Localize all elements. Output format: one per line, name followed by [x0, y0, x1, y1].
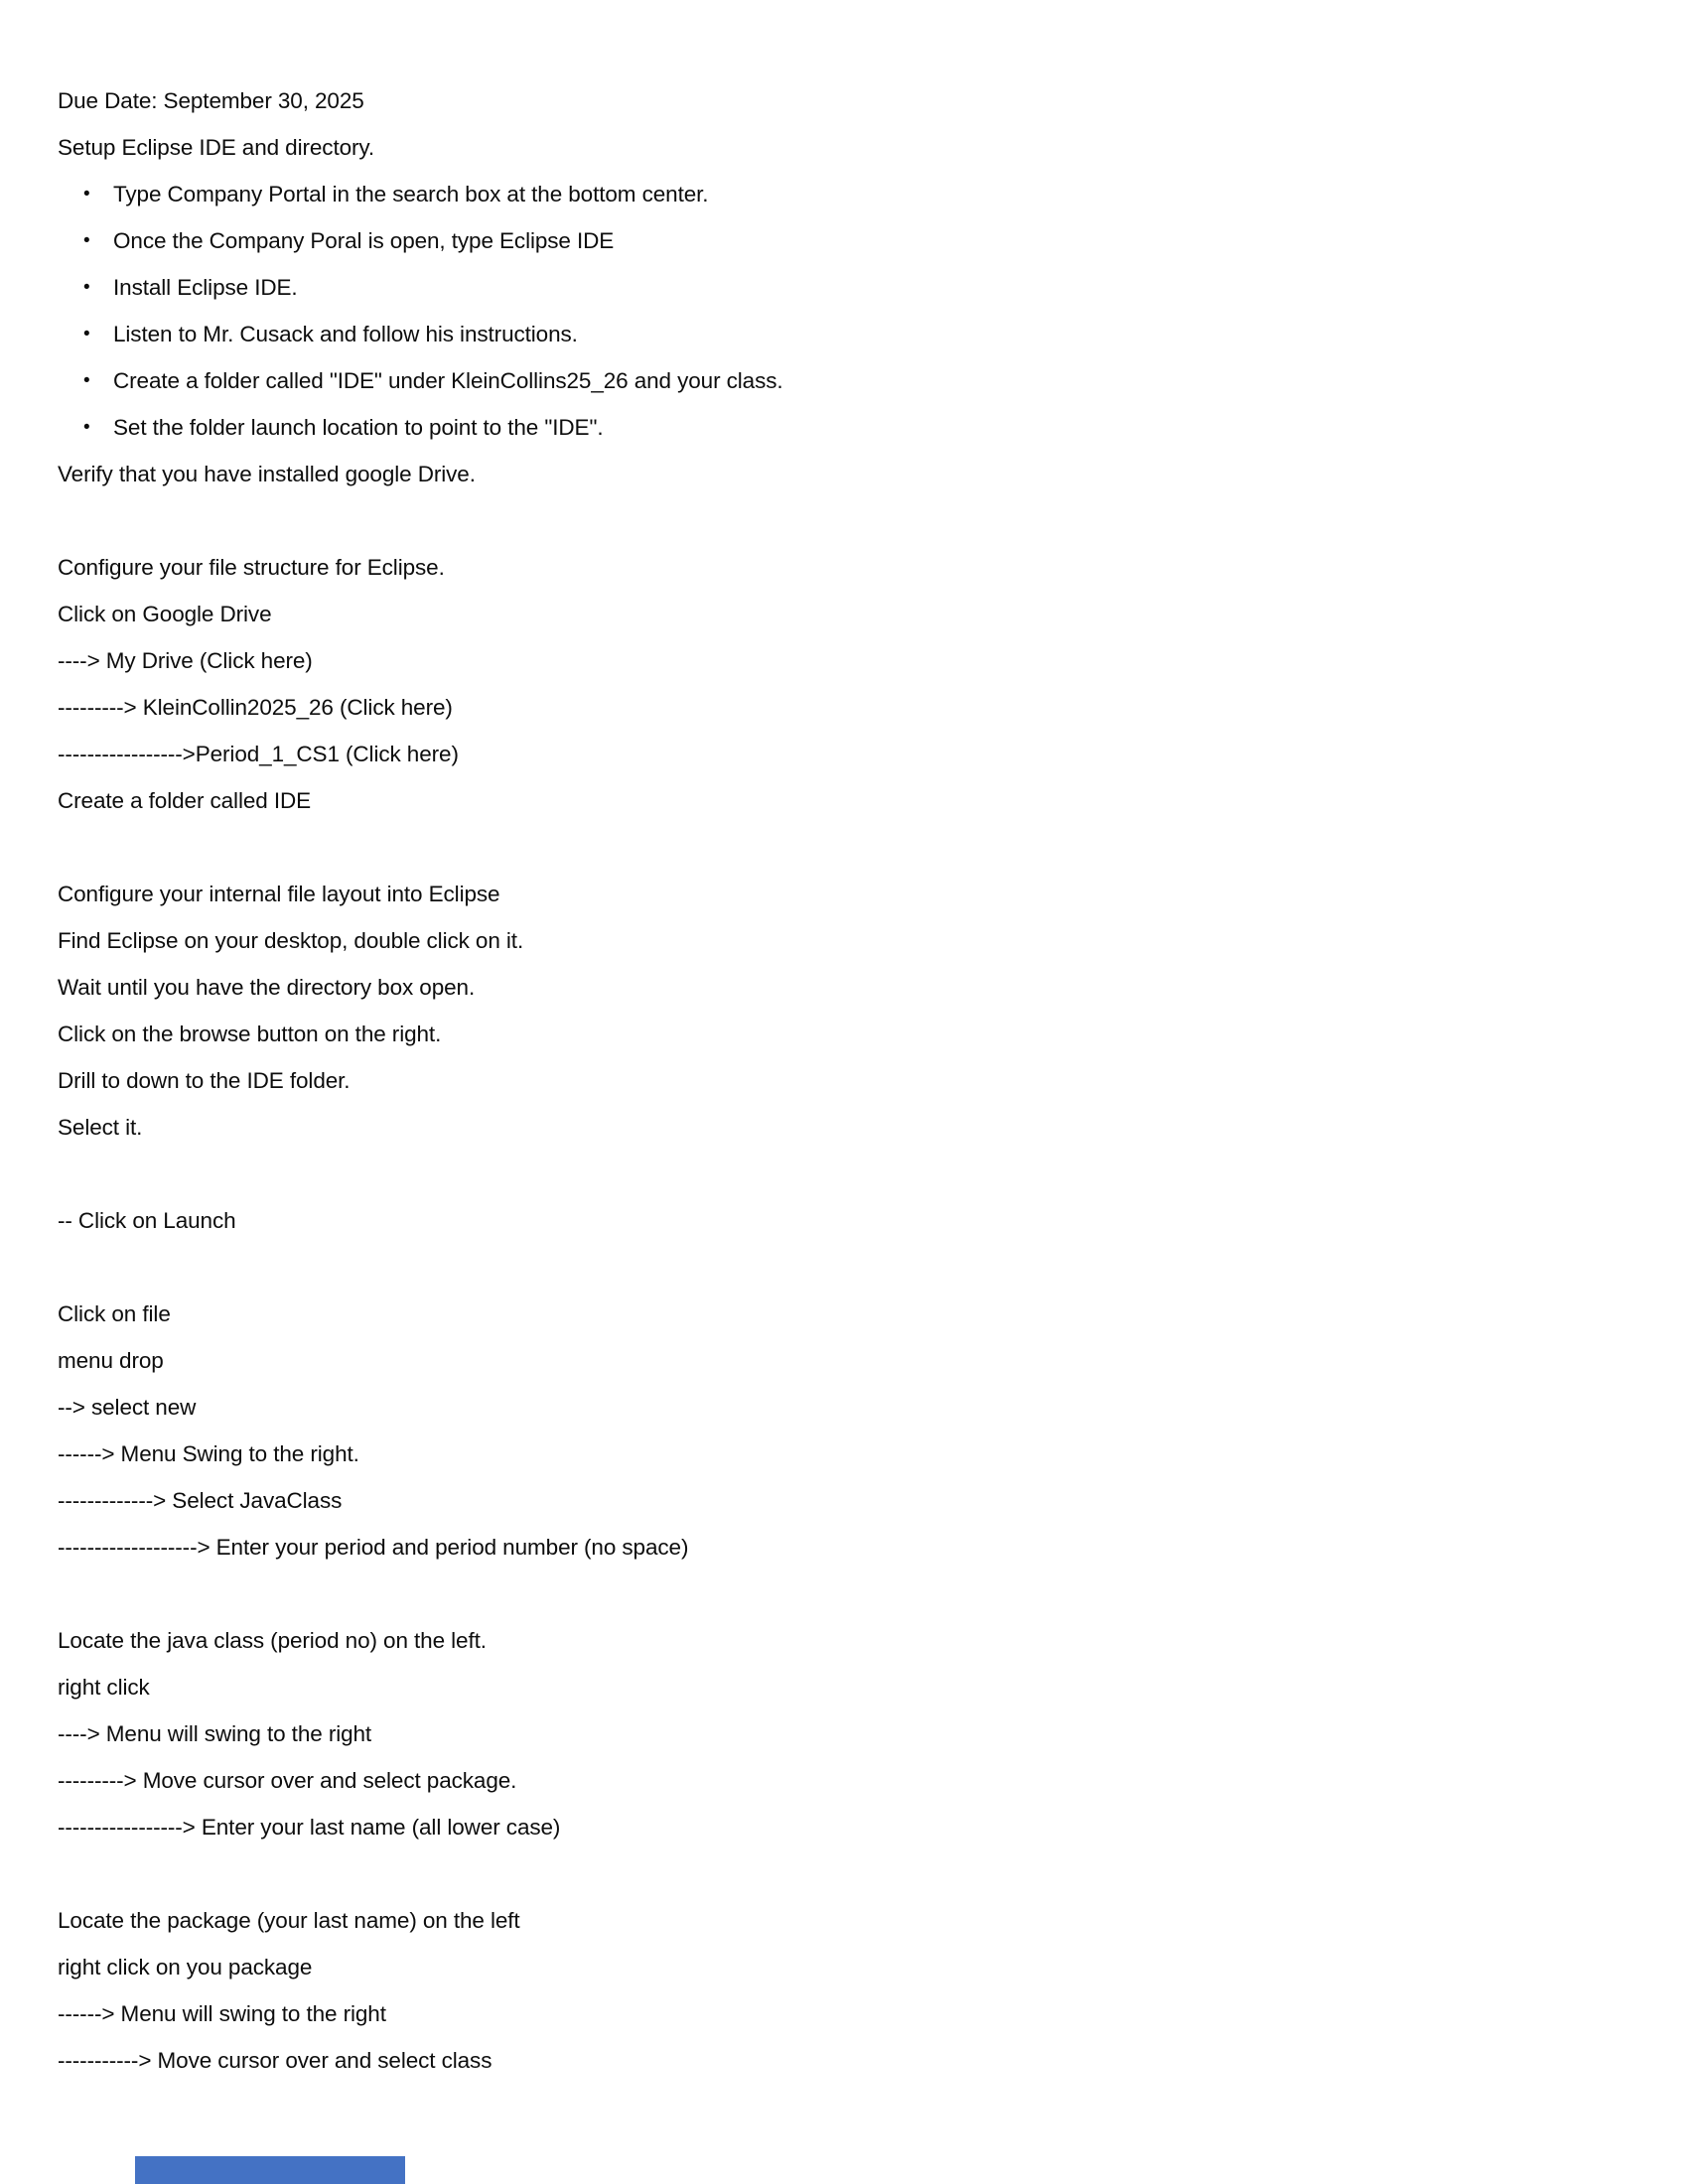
paragraph: ---------> KleinCollin2025_26 (Click here) [58, 695, 453, 720]
paragraph: Locate the package (your last name) on the left [58, 1908, 520, 1933]
paragraph: Click on file [58, 1301, 171, 1326]
paragraph: --> select new [58, 1395, 197, 1420]
paragraph: -------------> Select JavaClass [58, 1488, 343, 1513]
bullet-text: Install Eclipse IDE. [113, 275, 298, 300]
bullet-marker: • [83, 370, 90, 391]
bullet-item [58, 171, 1618, 217]
blank-line [58, 824, 1618, 871]
paragraph: ----> My Drive (Click here) [58, 648, 313, 673]
paragraph: ----> Menu will swing to the right [58, 1721, 372, 1746]
bullet-text: Listen to Mr. Cusack and follow his instructions. [113, 322, 578, 346]
bullet-marker: • [83, 324, 90, 344]
paragraph: Verify that you have installed google Drive. [58, 462, 476, 486]
paragraph: -----------> Move cursor over and select class [58, 2048, 492, 2073]
bullet-item [58, 357, 1618, 404]
paragraph: -----------------> Enter your last name (all lower case) [58, 1815, 561, 1840]
document-body [58, 77, 1618, 2084]
bullet-item [58, 311, 1618, 357]
paragraph: Wait until you have the directory box open. [58, 975, 476, 1000]
bullet-text: Once the Company Poral is open, type Eclipse IDE [113, 228, 615, 253]
paragraph: Click on Google Drive [58, 602, 272, 626]
paragraph: ----------------->Period_1_CS1 (Click here) [58, 742, 459, 766]
paragraph: menu drop [58, 1348, 164, 1373]
paragraph: ------> Menu Swing to the right. [58, 1441, 359, 1466]
blank-line [58, 1570, 1618, 1617]
paragraph: Find Eclipse on your desktop, double click on it. [58, 928, 524, 953]
bullet-item [58, 264, 1618, 311]
paragraph: -------------------> Enter your period and period number (no space) [58, 1535, 689, 1560]
paragraph: right click [58, 1675, 150, 1700]
bullet-text: Type Company Portal in the search box at the bottom center. [113, 182, 709, 206]
bullet-marker: • [83, 184, 90, 205]
paragraph: -- Click on Launch [58, 1208, 236, 1233]
bullet-marker: • [83, 417, 90, 438]
paragraph: Select it. [58, 1115, 143, 1140]
paragraph: Click on the browse button on the right. [58, 1022, 442, 1046]
bullet-text: Create a folder called "IDE" under KleinCollins25_26 and your class. [113, 368, 783, 393]
paragraph: Configure your internal file layout into Eclipse [58, 882, 500, 906]
paragraph: Due Date: September 30, 2025 [58, 88, 364, 113]
paragraph: Create a folder called IDE [58, 788, 312, 813]
paragraph: Configure your file structure for Eclipse. [58, 555, 445, 580]
paragraph: Setup Eclipse IDE and directory. [58, 135, 375, 160]
bullet-item [58, 217, 1618, 264]
paragraph: ------> Menu will swing to the right [58, 2001, 386, 2026]
paragraph: right click on you package [58, 1955, 313, 1979]
bullet-marker: • [83, 230, 90, 251]
clipped-blue-element [135, 2156, 405, 2184]
bullet-marker: • [83, 277, 90, 298]
blank-line [58, 497, 1618, 544]
paragraph: Drill to down to the IDE folder. [58, 1068, 351, 1093]
paragraph: Locate the java class (period no) on the left. [58, 1628, 487, 1653]
paragraph: ---------> Move cursor over and select package. [58, 1768, 517, 1793]
blank-line [58, 1850, 1618, 1897]
bullet-text: Set the folder launch location to point to the "IDE". [113, 415, 604, 440]
bullet-item [58, 404, 1618, 451]
blank-line [58, 1244, 1618, 1291]
blank-line [58, 1151, 1618, 1197]
